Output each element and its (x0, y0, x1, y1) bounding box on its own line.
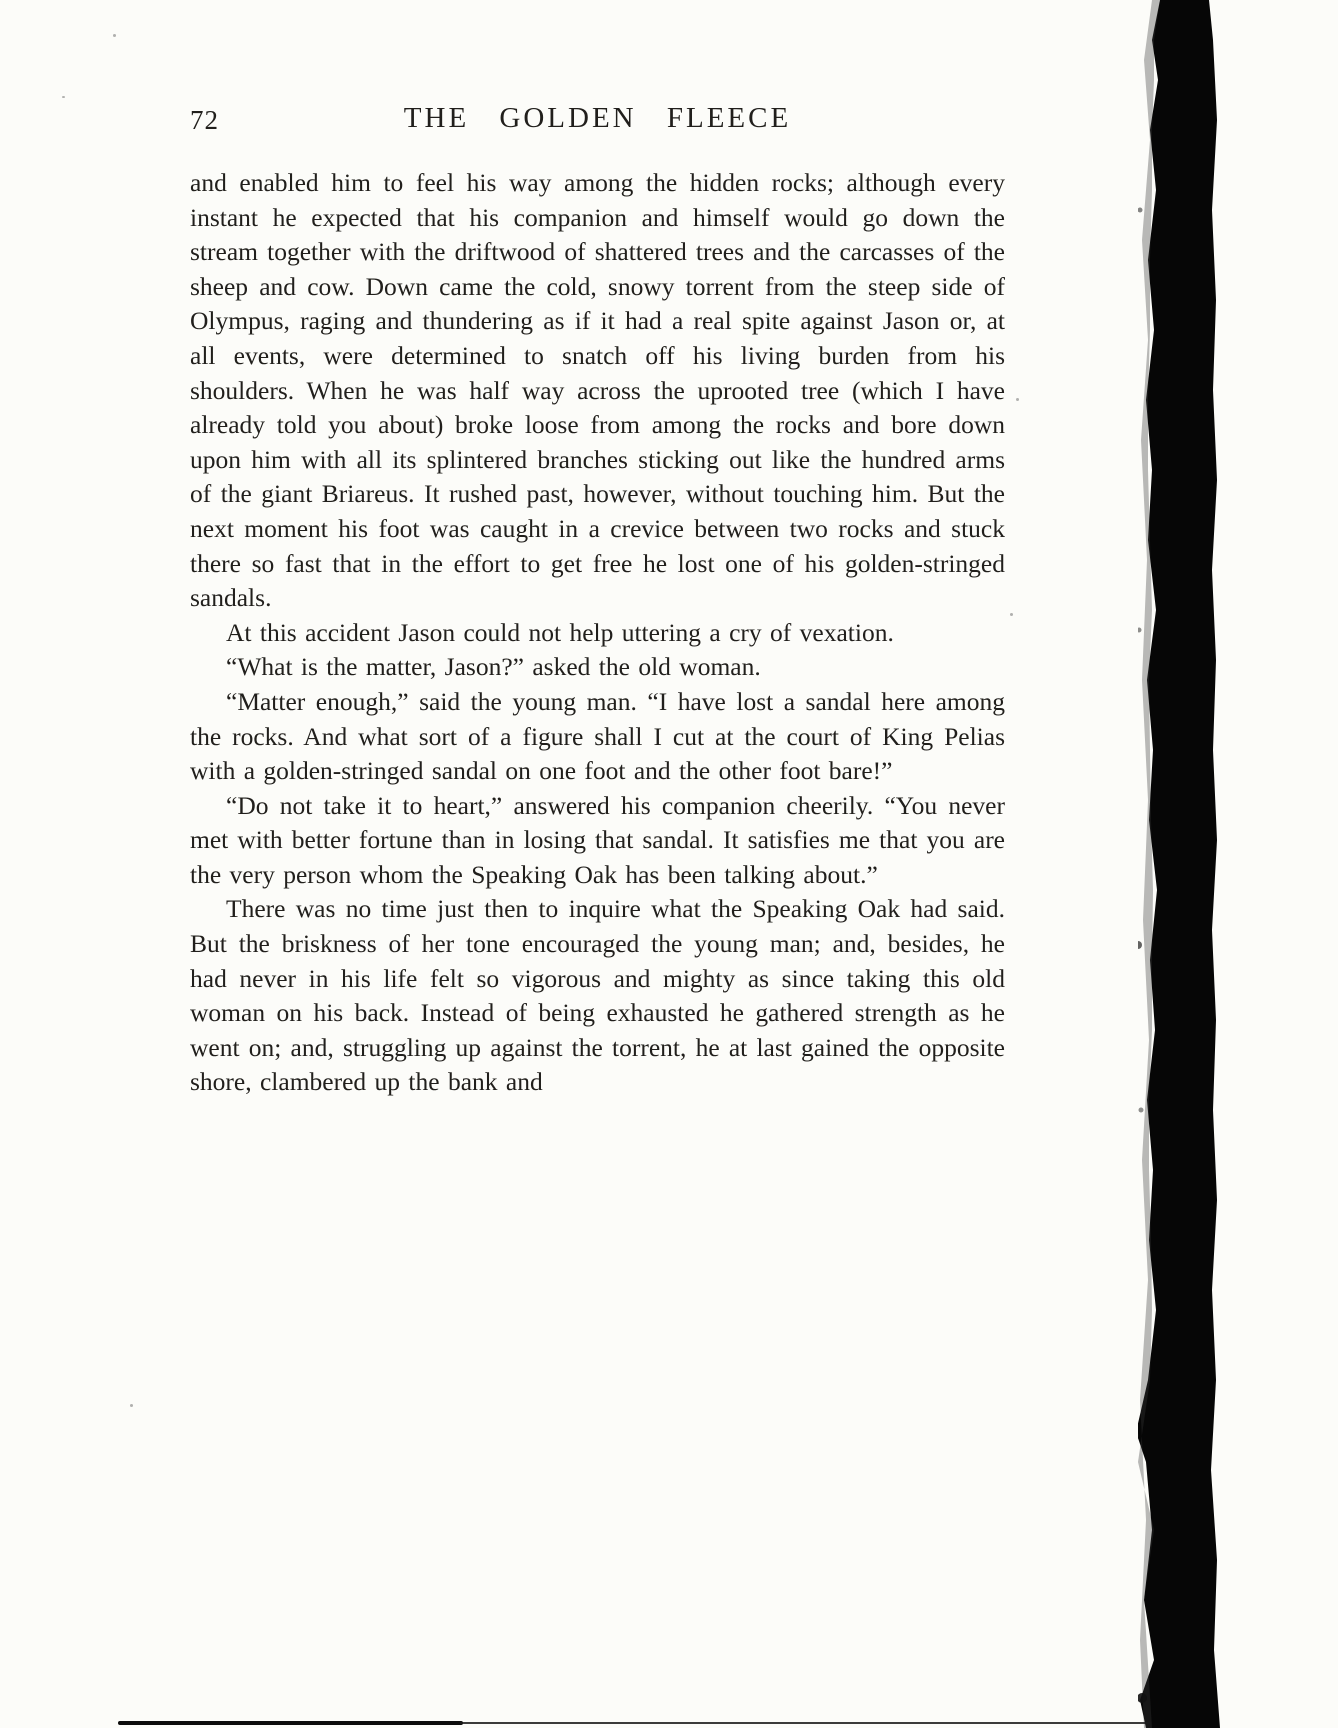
scan-speck (130, 1404, 133, 1407)
paragraph: “What is the matter, Jason?” asked the old woman. (226, 652, 761, 682)
scan-speck (1016, 398, 1019, 401)
paragraph: There was no time just then to inquire what the Speaking Oak had said. But the briskness of her tone encouraged the young man; and, besides, he had never in his life felt so vigorous and mighty as since taking this old woman on his back. Instead of being exhausted he gathered strength as he went on; and, struggling up against the torrent, he at last gained the opposite shore, clambered up the bank and (190, 894, 1005, 1097)
scan-speck (62, 96, 65, 98)
page-body (190, 166, 1005, 1100)
page-number: 72 (190, 105, 219, 135)
scan-speck (1010, 613, 1013, 616)
paragraph: At this accident Jason could not help uttering a cry of vexation. (226, 617, 894, 647)
paragraph: “Matter enough,” said the young man. “I have lost a sandal here among the rocks. And what sort of a figure shall I cut at the court of King Pelias with a golden-stringed sandal on one foot and the other foot bare!” (190, 686, 1005, 786)
page-header (190, 102, 1005, 144)
paragraph: and enabled him to feel his way among the hidden rocks; although every instant he expected that his companion and himself would go down the stream together with the driftwood of shattered trees and the carcasses of the sheep and cow. Down came the cold, snowy torrent from the steep side of Olympus, raging and thundering as if it had a real spite against Jason or, at all events, were determined to snatch off his living burden from his shoulders. When he was half way across the uprooted tree (which I have already told you about) broke loose from among the rocks and bore down upon him with all its splintered branches sticking out like the hundred arms of the giant Briareus. It rushed past, however, without touching him. But the next moment his foot was caught in a crevice between two rocks and stuck there so fast that in the effort to get free he lost one of his golden-stringed sandals. (190, 168, 1005, 613)
paragraph: “Do not take it to heart,” answered his companion cheerily. “You never met with better fortune than in losing that sandal. It satisfies me that you are the very person whom the Speaking Oak has been talking about.” (190, 790, 1005, 889)
scan-bottom-line (460, 1722, 1150, 1724)
scan-speck (113, 34, 116, 37)
running-title: THE GOLDEN FLEECE (403, 102, 792, 134)
scan-edge-artifact (1138, 0, 1338, 1728)
scan-bottom-smudge (118, 1721, 463, 1725)
